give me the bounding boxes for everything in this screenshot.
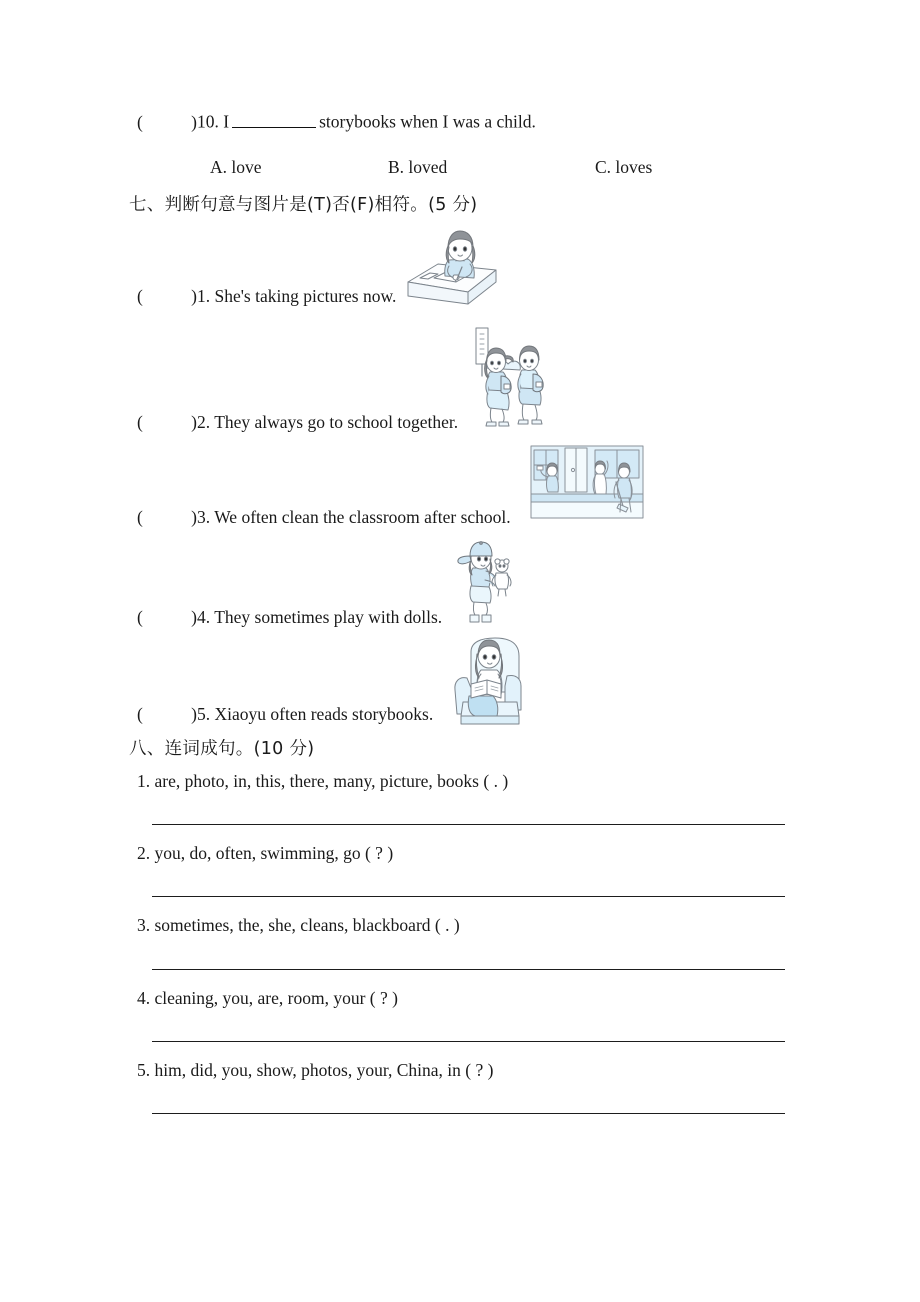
item-number: 4. bbox=[137, 988, 151, 1008]
item-words: him, did, you, show, photos, your, China, in ( ? ) bbox=[154, 1060, 494, 1080]
answer-line-1[interactable] bbox=[152, 824, 785, 825]
bracket-open-paren: ( bbox=[137, 704, 143, 724]
section7-item-4 bbox=[137, 609, 442, 627]
item-number: 3. bbox=[197, 507, 211, 527]
section7-item-3 bbox=[137, 509, 511, 527]
item-words: you, do, often, swimming, go ( ? ) bbox=[154, 843, 394, 863]
item-words: sometimes, the, she, cleans, blackboard ( . ) bbox=[154, 915, 460, 935]
item-number: 5. bbox=[197, 704, 211, 724]
question-stem-after: storybooks when I was a child. bbox=[319, 111, 536, 132]
fill-in-blank[interactable] bbox=[232, 110, 316, 128]
section8-item-1 bbox=[137, 773, 508, 791]
girl-holding-doll-illustration bbox=[454, 536, 522, 624]
question-stem-before: I bbox=[223, 111, 230, 132]
question-number: 10. bbox=[197, 111, 219, 132]
section7-item-1 bbox=[137, 288, 396, 306]
section7-item-5 bbox=[137, 706, 433, 724]
bracket-open-paren: ( bbox=[137, 507, 143, 527]
bracket-open-paren: ( bbox=[137, 607, 143, 627]
option-a[interactable]: A. love bbox=[210, 157, 262, 177]
item-number: 4. bbox=[197, 607, 211, 627]
girl-reading-in-armchair-illustration bbox=[449, 630, 527, 730]
section8-item-3 bbox=[137, 917, 460, 935]
item-number: 2. bbox=[137, 843, 151, 863]
section8-item-5 bbox=[137, 1062, 493, 1080]
item-words: are, photo, in, this, there, many, picture, books ( . ) bbox=[154, 771, 509, 791]
bracket-open-paren: ( bbox=[137, 111, 143, 132]
bracket-close-paren: ) bbox=[191, 412, 197, 432]
answer-bracket-s7-2[interactable] bbox=[137, 414, 197, 432]
bracket-close-paren: ) bbox=[191, 507, 197, 527]
item-number: 2. bbox=[197, 412, 211, 432]
bracket-open-paren: ( bbox=[137, 286, 143, 306]
item-sentence: Xiaoyu often reads storybooks. bbox=[214, 704, 434, 724]
students-cleaning-classroom-illustration bbox=[529, 444, 645, 520]
section-8-heading: 八、连词成句。(10 分) bbox=[129, 739, 315, 759]
item-number: 1. bbox=[137, 771, 151, 791]
item-sentence: They always go to school together. bbox=[214, 412, 459, 432]
item-sentence: They sometimes play with dolls. bbox=[214, 607, 443, 627]
section-7-heading: 七、判断句意与图片是(T)否(F)相符。(5 分) bbox=[129, 195, 478, 215]
section8-item-2 bbox=[137, 845, 393, 863]
item-number: 1. bbox=[197, 286, 211, 306]
answer-bracket-s7-1[interactable] bbox=[137, 288, 197, 306]
item-sentence: She's taking pictures now. bbox=[214, 286, 397, 306]
option-b[interactable]: B. loved bbox=[388, 157, 448, 177]
answer-bracket-s7-5[interactable] bbox=[137, 706, 197, 724]
item-sentence: We often clean the classroom after school. bbox=[214, 507, 511, 527]
bracket-close-paren: ) bbox=[191, 704, 197, 724]
option-c[interactable]: C. loves bbox=[595, 157, 653, 177]
two-students-walking-to-school-illustration bbox=[468, 324, 562, 430]
item-number: 5. bbox=[137, 1060, 151, 1080]
section8-item-4 bbox=[137, 990, 398, 1008]
answer-bracket-s7-3[interactable] bbox=[137, 509, 197, 527]
answer-bracket-q10[interactable] bbox=[137, 111, 197, 132]
bracket-close-paren: ) bbox=[191, 607, 197, 627]
question-10-row bbox=[137, 110, 536, 131]
answer-line-5[interactable] bbox=[152, 1113, 785, 1114]
answer-bracket-s7-4[interactable] bbox=[137, 609, 197, 627]
bracket-open-paren: ( bbox=[137, 412, 143, 432]
answer-line-2[interactable] bbox=[152, 896, 785, 897]
answer-line-3[interactable] bbox=[152, 969, 785, 970]
item-words: cleaning, you, are, room, your ( ? ) bbox=[154, 988, 398, 1008]
bracket-close-paren: ) bbox=[191, 286, 197, 306]
item-number: 3. bbox=[137, 915, 151, 935]
girl-writing-at-desk-illustration bbox=[404, 226, 502, 308]
bracket-close-paren: ) bbox=[191, 111, 197, 132]
section7-item-2 bbox=[137, 414, 458, 432]
answer-line-4[interactable] bbox=[152, 1041, 785, 1042]
